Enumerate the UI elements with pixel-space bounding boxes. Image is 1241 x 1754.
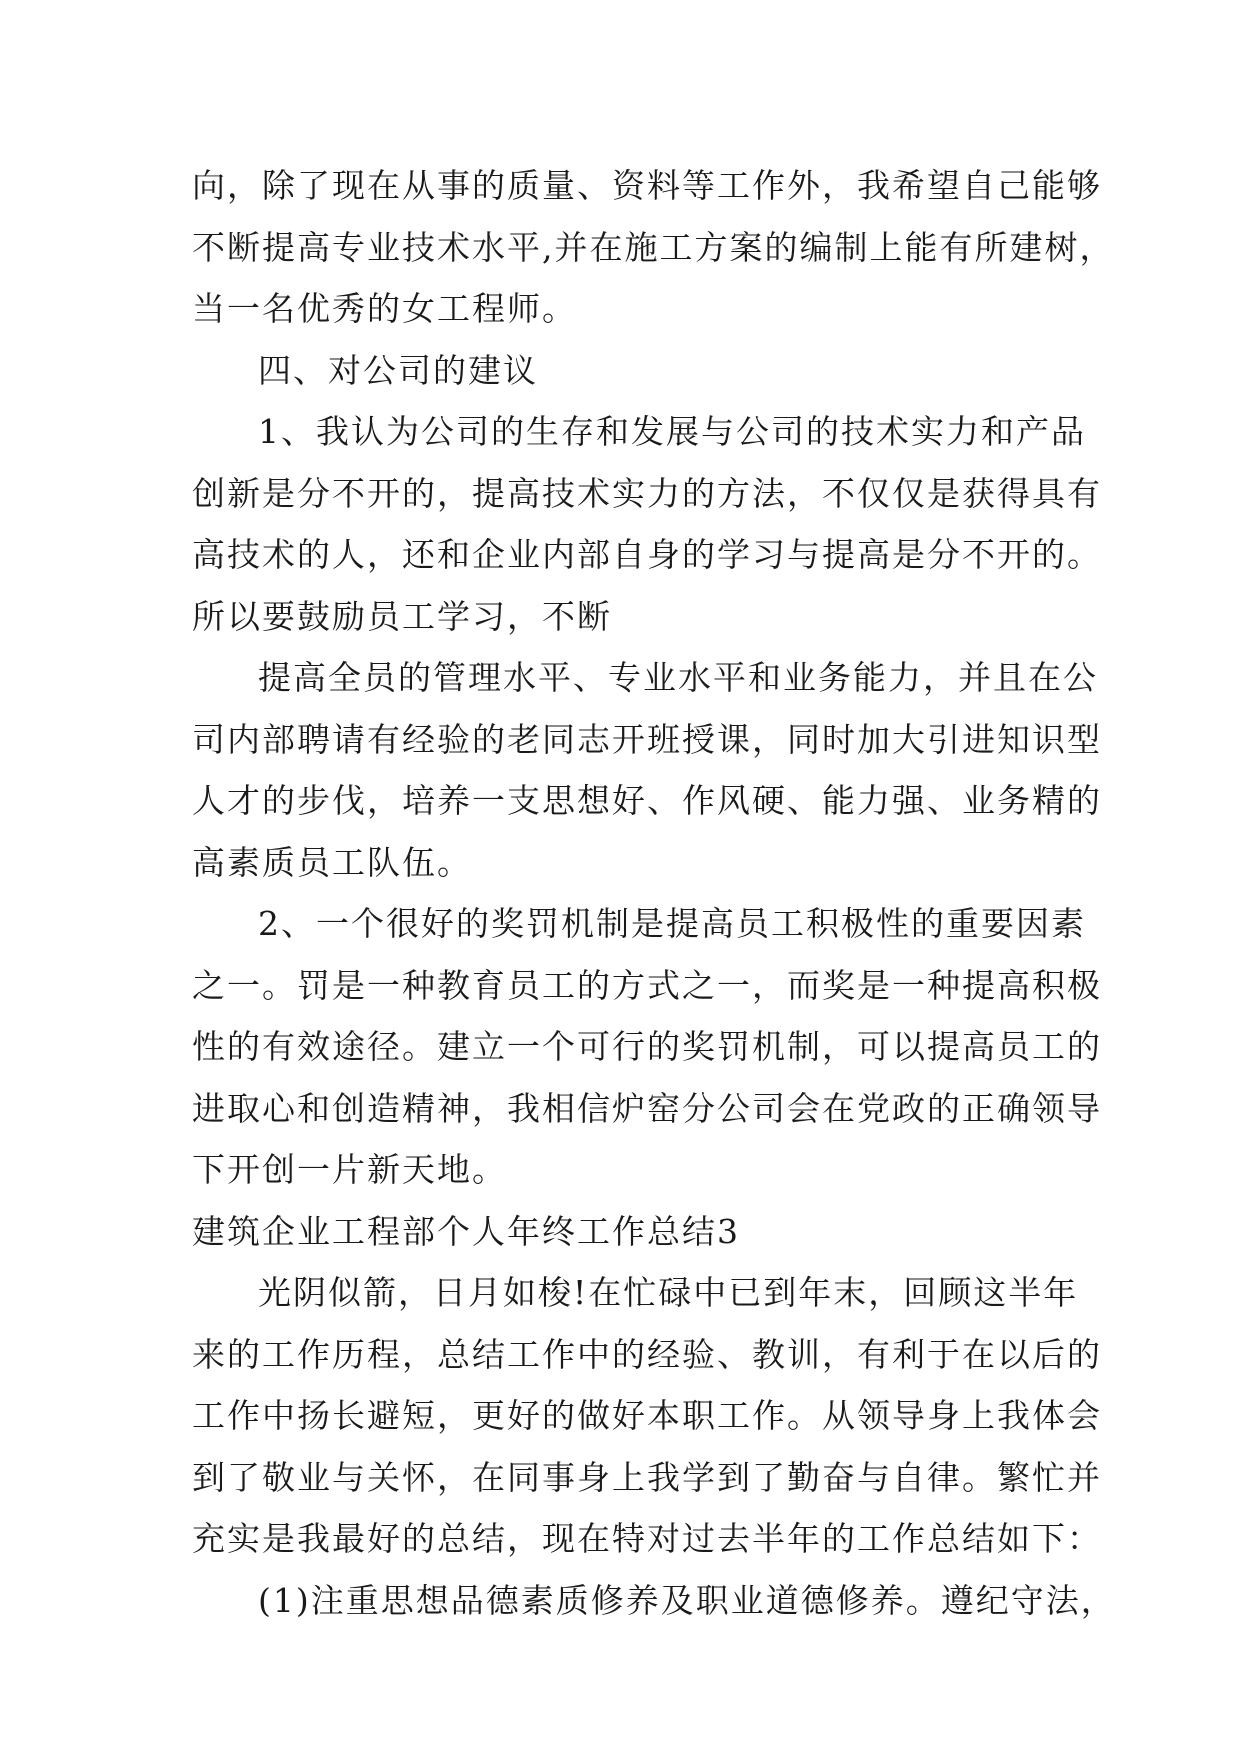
text-line: 下开创一片新天地。: [192, 1150, 507, 1189]
text-line: 创新是分不开的，提高技术实力的方法，不仅仅是获得具有: [192, 473, 1102, 513]
section-heading: 四、对公司的建议: [258, 350, 538, 390]
text-line: 人才的步伐，培养一支思想好、作风硬、能力强、业务精的: [192, 781, 1102, 820]
text-line: 之一。罚是一种教育员工的方式之一，而奖是一种提高积极: [192, 965, 1102, 1005]
text-line: 所以要鼓励员工学习，不断: [192, 596, 612, 636]
text-line: 进取心和创造精神，我相信炉窑分公司会在党政的正确领导: [192, 1088, 1102, 1128]
text-line: 到了敬业与关怀，在同事身上我学到了勤奋与自律。繁忙并: [192, 1457, 1102, 1497]
text-line: (1)注重思想品德素质修养及职业道德修养。遵纪守法，: [258, 1580, 1116, 1620]
text-line: 提高全员的管理水平、专业水平和业务能力，并且在公: [258, 658, 1098, 697]
text-line: 高技术的人，还和企业内部自身的学习与提高是分不开的。: [192, 535, 1102, 574]
text-line: 司内部聘请有经验的老同志开班授课，同时加大引进知识型: [192, 719, 1102, 759]
text-line: 来的工作历程，总结工作中的经验、教训，有利于在以后的: [192, 1334, 1102, 1374]
document-body: [192, 155, 1116, 1631]
text-line: 光阴似箭，日月如梭!在忙碌中已到年末，回顾这半年: [258, 1273, 1079, 1312]
text-line: 向，除了现在从事的质量、资料等工作外，我希望自己能够: [192, 166, 1102, 205]
text-line: 性的有效途径。建立一个可行的奖罚机制，可以提高员工的: [192, 1027, 1102, 1066]
text-line: 1、我认为公司的生存和发展与公司的技术实力和产品: [258, 412, 1086, 451]
text-line: 高素质员工队伍。: [192, 842, 472, 882]
text-line: 不断提高专业技术水平,并在施工方案的编制上能有所建树，: [192, 227, 1115, 267]
text-line: 当一名优秀的女工程师。: [192, 289, 577, 328]
document-section-title: 建筑企业工程部个人年终工作总结3: [192, 1211, 740, 1251]
text-line: 充实是我最好的总结，现在特对过去半年的工作总结如下：: [192, 1519, 1102, 1558]
text-line: 2、一个很好的奖罚机制是提高员工积极性的重要因素: [258, 904, 1086, 943]
text-line: 工作中扬长避短，更好的做好本职工作。从领导身上我体会: [192, 1396, 1102, 1435]
